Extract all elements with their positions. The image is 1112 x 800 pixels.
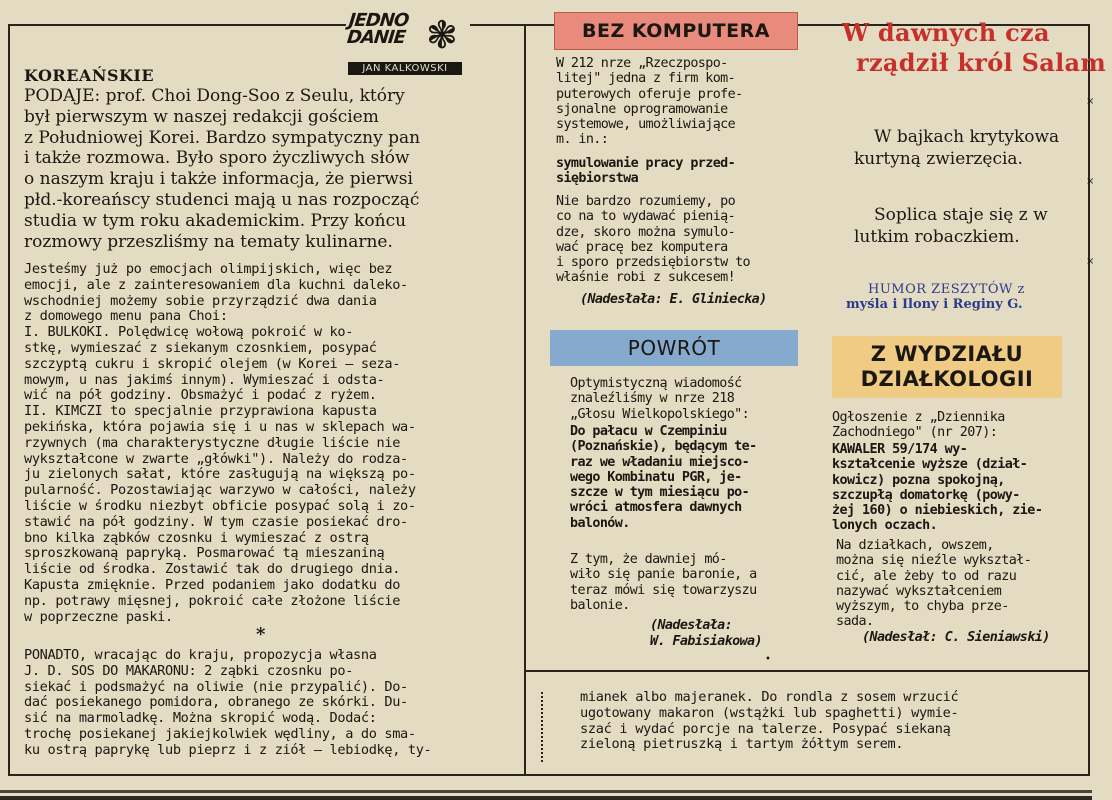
recipe-body: [24, 262, 502, 625]
humor-source-line-2: myśla i Ilony i Reginy G.: [846, 297, 1023, 312]
text-line: teraz mówi się towarzyszu: [570, 582, 757, 598]
text-line: Na działkach, owszem,: [836, 538, 994, 553]
text-line: w poprzeczne paski.: [24, 608, 173, 625]
text-line: stawić na pół godziny. W tym czasie posiekać dro-: [24, 513, 408, 530]
text-line: rzywnych (ma charakterystyczne długie liście nie: [24, 434, 401, 451]
recipe-intro: [24, 86, 500, 252]
page-bottom-rule-2: [0, 796, 1092, 800]
text-line: wego Kombinatu PGR, je-: [570, 469, 742, 485]
wydzial-title-line-2: DZIAŁKOLOGII: [860, 367, 1034, 391]
right-text-1-line-2: kurtyną zwierzęcia.: [854, 149, 1023, 169]
text-line: siekać i podsmażyć na oliwie (nie przypalić). Do-: [24, 678, 408, 695]
text-line: wykształcone w zwarte „główki"). Należy do rodza-: [24, 450, 408, 467]
text-line: wać pracę bez komputera: [556, 239, 728, 255]
text-line: sada.: [836, 614, 874, 630]
wydzial-comment: [836, 538, 1086, 630]
text-line: szczupłą domatorkę (powy-: [832, 487, 1020, 503]
text-line: II. KIMCZI to specjalnie przyprawiona kapusta: [24, 403, 377, 420]
text-line: PONADTO, wracając do kraju, propozycja własna: [24, 647, 377, 663]
bez-komputera-comment: [556, 194, 802, 286]
text-line: W 212 nrze „Rzeczpospo-: [556, 56, 728, 71]
text-line: stkę, wymieszać z siekanym czosnkiem, posypać: [24, 339, 377, 356]
text-line: wyższym, to chyba prze-: [836, 599, 1009, 615]
text-line: „Głosu Wielkopolskiego":: [570, 406, 750, 422]
text-line: nazywać wykształceniem: [836, 583, 1002, 599]
right-text-1: [854, 126, 1104, 170]
text-line: balonie.: [570, 597, 630, 613]
logo-title-line-2: DANIE: [346, 27, 407, 48]
text-line: I. BULKOKI. Polędwicę wołową pokroić w ko-: [24, 324, 354, 341]
text-line: liście od środka. Zostawić tak do drugiego dnia.: [24, 561, 401, 578]
text-line: rozmowy przeszliśmy na tematy kulinarne.: [24, 231, 393, 252]
text-line: bno kilka ząbków czosnku i wymieszać z ostrą: [24, 529, 369, 546]
text-line: właśnie robi z sukcesem!: [556, 270, 736, 286]
text-line: mianek albo majeranek. Do rondla z sosem wrzucić: [580, 689, 959, 705]
text-line: wschodniej możemy sobie przyrządzić dwa dania: [24, 292, 377, 309]
right-text-2-line-1: Soplica staje się z w: [874, 205, 1048, 225]
text-line: Z tym, że dawniej mó-: [570, 552, 727, 567]
dot-mark: •: [765, 654, 771, 665]
text-line: kształcenie wyższe (dział-: [832, 457, 1028, 473]
text-line: można się nieźle wykształ-: [836, 553, 1032, 569]
right-heading-line-1: W dawnych cza: [842, 18, 1050, 47]
wydzial-title: [832, 336, 1062, 398]
bez-komputera-quote: [556, 156, 802, 187]
text-line: Jesteśmy już po emocjach olimpijskich, więc bez: [24, 261, 393, 277]
text-line: kowicz) pozna spokojną,: [832, 472, 1005, 488]
text-line: z domowego menu pana Choi:: [24, 308, 228, 325]
text-line: szczyptą cukru i skropić olejem (w Korei — seza-: [24, 355, 401, 372]
text-line: systemowe, umożliwiające: [556, 117, 736, 133]
powrot-text: [570, 376, 816, 422]
text-line: sić na marmoladkę. Można skropić wodą. Dodać:: [24, 710, 377, 727]
text-line: wróci atmosfera dawnych: [570, 500, 742, 516]
logo-author: JAN KALKOWSKI: [348, 62, 462, 75]
text-line: pularność. Pozostawiając warzywo w całości, należy: [24, 482, 416, 499]
text-line: Kapusta zmięknie. Przed podaniem jako dodatku do: [24, 576, 401, 593]
text-line: Nie bardzo rozumiemy, po: [556, 194, 736, 209]
text-line: i sporo przedsiębiorstw to: [556, 255, 751, 271]
text-line: J. D. SOS DO MAKARONU: 2 ząbki czosnku po-: [24, 662, 354, 679]
text-line: był pierwszym w naszej redakcji gościem: [24, 106, 379, 127]
text-line: i także rozmowa. Było sporo życzliwych słów: [24, 148, 410, 169]
powrot-signature-1: (Nadesłała:: [650, 618, 733, 633]
powrot-comment: [570, 552, 816, 613]
asterisk-separator: *: [256, 624, 266, 645]
powrot-title: POWRÓT: [550, 330, 798, 366]
powrot-signature-2: W. Fabisiakowa): [650, 634, 762, 649]
text-line: siębiorstwa: [556, 171, 639, 187]
text-line: Zachodniego" (nr 207):: [832, 425, 998, 441]
text-line: Do pałacu w Czempiniu: [570, 424, 727, 439]
x-mark: ×: [1086, 96, 1095, 107]
text-line: cić, ale żeby to od razu: [836, 568, 1017, 584]
text-line: co na to wydawać pienią-: [556, 209, 736, 225]
text-line: ku ostrą paprykę lub pieprz i z ziół — lebiodkę, ty-: [24, 741, 432, 758]
text-line: litej" jedna z firm kom-: [556, 71, 736, 87]
text-line: balonów.: [570, 515, 630, 531]
column-logo: [346, 12, 470, 74]
text-line: żej 160) o niebieskich, zie-: [832, 503, 1043, 519]
right-heading: [842, 18, 1107, 78]
recipe-continuation: [24, 648, 502, 759]
text-line: z Południowej Korei. Bardzo sympatyczny pan: [24, 127, 421, 148]
right-heading-line-2: rządził król Salam: [856, 48, 1107, 77]
text-line: raz we władaniu miejsco-: [570, 454, 750, 470]
text-line: szać i wydać porcje na talerze. Posypać siekaną: [580, 720, 951, 737]
text-line: pekińska, która pojawia się i u nas w sklepach wa-: [24, 418, 416, 435]
bez-komputera-signature: (Nadesłała: E. Glinieckа): [580, 292, 767, 307]
wydzial-text: [832, 410, 1082, 441]
flower-icon: ❃: [426, 13, 458, 57]
logo-title-line-1: JEDNO: [347, 10, 410, 31]
powrot-quote: [570, 424, 816, 531]
wydzial-signature: (Nadesłał: C. Sieniawski): [862, 630, 1050, 645]
text-line: m. in.:: [556, 132, 609, 148]
text-line: liście w środku niezbyt obficie posypać solą i zo-: [24, 497, 416, 514]
wydzial-title-line-1: Z WYDZIAŁU: [870, 342, 1024, 366]
text-line: zieloną pietruszką i tartym żółtym serem.: [580, 736, 904, 753]
dotted-separator: [541, 692, 543, 762]
bez-komputera-title: BEZ KOMPUTERA: [554, 12, 798, 50]
text-line: wić na pół godziny. Obsmażyć i podać z ryżem.: [24, 387, 377, 404]
right-text-2-line-2: lutkim robaczkiem.: [854, 227, 1020, 247]
text-line: symulowanie pracy przed-: [556, 156, 736, 171]
recipe-continuation-right: [580, 690, 1060, 753]
text-line: PODAJE: prof. Choi Dong-Soo z Seulu, który: [24, 86, 405, 106]
text-line: wiło się panie baronie, a: [570, 567, 757, 583]
text-line: puterowych oferuje profe-: [556, 86, 743, 102]
wydzial-quote: [832, 442, 1082, 534]
text-line: np. potrawy mięsnej, pokroić całe złożone liście: [24, 592, 401, 609]
x-mark: ×: [1086, 176, 1095, 187]
right-text-2: [854, 204, 1104, 248]
text-line: (Poznańskie), będącym te-: [570, 439, 757, 455]
text-line: KAWALER 59/174 wy-: [832, 442, 968, 457]
page-bottom-rule: [0, 790, 1092, 793]
text-line: Ogłoszenie z „Dziennika: [832, 410, 1005, 425]
text-line: Optymistyczną wiadomość: [570, 376, 742, 391]
recipe-heading: KOREAŃSKIE: [24, 66, 155, 85]
text-line: studia w tym roku akademickim. Przy końcu: [24, 210, 407, 231]
text-line: emocji, ale z zainteresowaniem dla kuchni daleko-: [24, 276, 408, 293]
text-line: ju zielonych sałat, które zasługują na większą po-: [24, 466, 416, 483]
humor-source-line-1: HUMOR ZESZYTÓW z: [868, 282, 1025, 297]
text-line: dać posiekanego pomidora, obranego ze skórki. Du-: [24, 694, 408, 711]
text-line: znaleźliśmy w nrze 218: [570, 391, 735, 407]
text-line: mowym, u nas jakimś innym). Wymieszać i odsta-: [24, 371, 385, 388]
text-line: sjonalne oprogramowanie: [556, 101, 728, 117]
text-line: o naszym kraju i także informacja, że pierwsi: [24, 169, 413, 190]
text-line: sproszkowaną papryką. Posmarować tą mieszaniną: [24, 545, 385, 562]
right-text-1-line-1: W bajkach krytykowa: [874, 127, 1060, 147]
text-line: płd.-koreańscy studenci mają u nas rozpocząć: [24, 189, 420, 210]
text-line: szcze w tym miesiącu po-: [570, 485, 750, 501]
text-line: ugotowany makaron (wstążki lub spaghetti) wymie-: [580, 704, 959, 721]
text-line: lonych oczach.: [832, 518, 938, 534]
bez-komputera-text: [556, 56, 802, 148]
logo-title: [346, 12, 409, 46]
x-mark: ×: [1086, 256, 1095, 267]
text-line: dze, skoro można symulo-: [556, 224, 736, 240]
humor-source: [846, 282, 1106, 312]
text-line: trochę posiekanej jakiejkolwiek wędliny, a do sma-: [24, 725, 416, 742]
